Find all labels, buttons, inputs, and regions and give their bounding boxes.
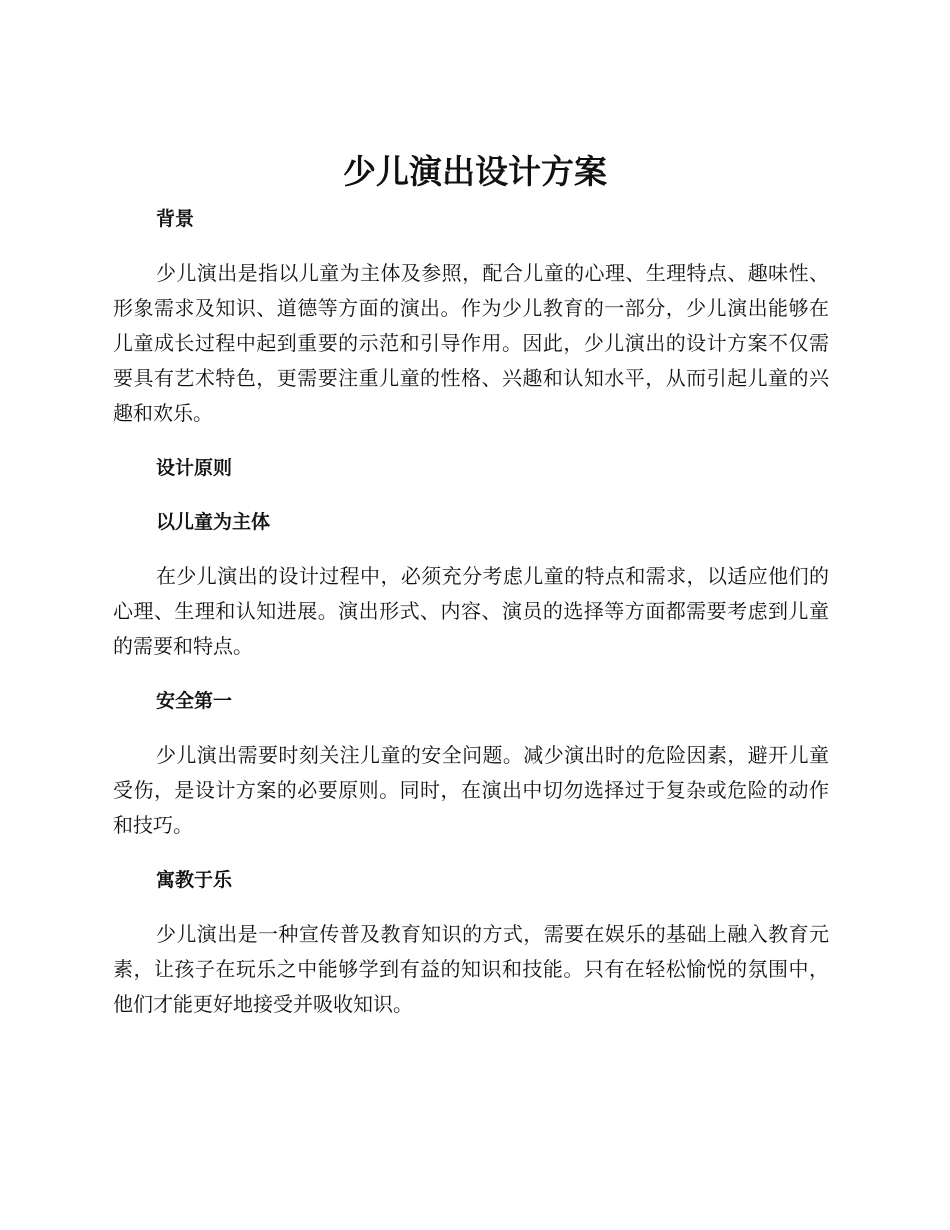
section-heading-edutainment: 寓教于乐: [156, 869, 233, 891]
section-paragraph-child-centered: 在少儿演出的设计过程中，必须充分考虑儿童的特点和需求，以适应他们的心理、生理和认知进展。演出形式、内容、演员的选择等方面都需要考虑到儿童的需要和特点。: [113, 564, 829, 658]
section-heading-background: 背景: [156, 208, 195, 230]
section-heading-design-principles: 设计原则: [156, 457, 233, 479]
section-paragraph-edutainment: 少儿演出是一种宣传普及教育知识的方式，需要在娱乐的基础上融入教育元素，让孩子在玩乐之中能够学到有益的知识和技能。只有在轻松愉悦的氛围中，他们才能更好地接受并吸收知识。: [113, 922, 829, 1016]
section-paragraph-background: 少儿演出是指以儿童为主体及参照，配合儿童的心理、生理特点、趣味性、形象需求及知识、道德等方面的演出。作为少儿教育的一部分，少儿演出能够在儿童成长过程中起到重要的示范和引导作用。因此，少儿演出的设计方案不仅需要具有艺术特色，更需要注重儿童的性格、兴趣和认知水平，从而引起儿童的兴趣和欢乐。: [113, 261, 829, 425]
document-title: 少儿演出设计方案: [343, 152, 607, 191]
section-heading-safety-first: 安全第一: [156, 690, 233, 712]
section-paragraph-safety-first: 少儿演出需要时刻关注儿童的安全问题。减少演出时的危险因素，避开儿童受伤，是设计方案的必要原则。同时，在演出中切勿选择过于复杂或危险的动作和技巧。: [113, 743, 829, 837]
section-heading-child-centered: 以儿童为主体: [156, 511, 271, 533]
document-body: [113, 198, 829, 1022]
